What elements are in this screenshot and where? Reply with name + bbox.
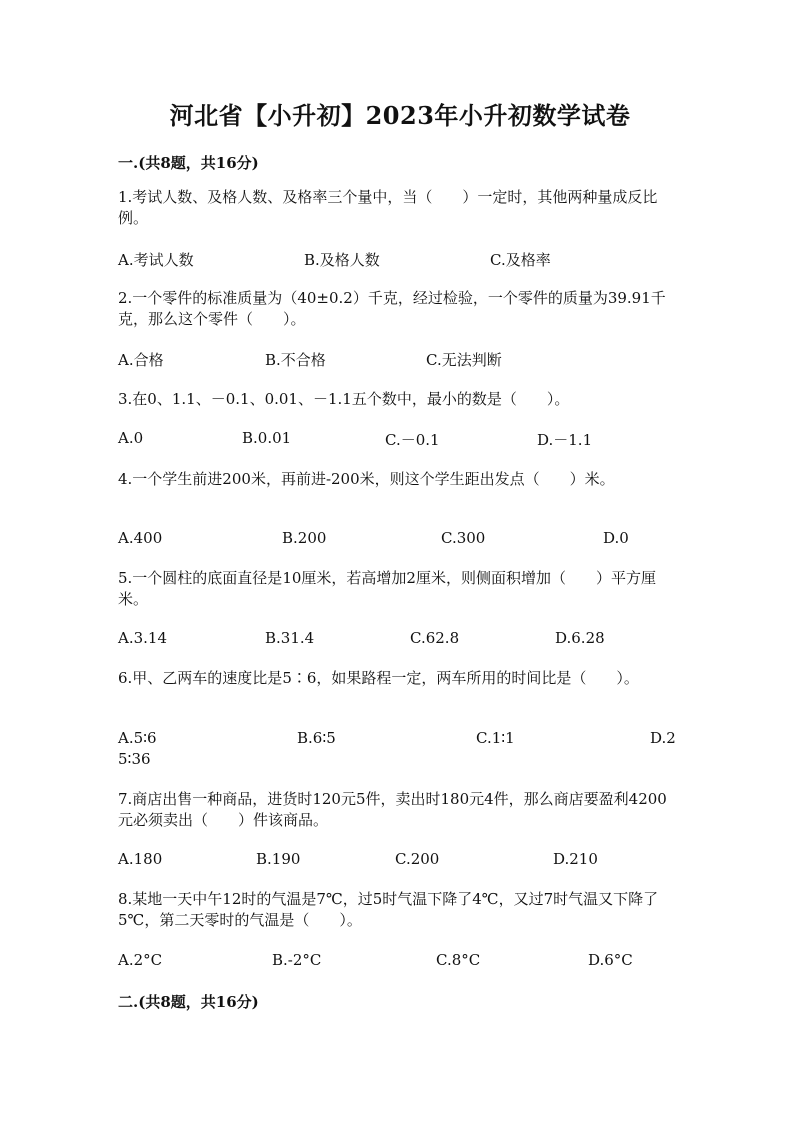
- q1-option-b[interactable]: B.及格人数: [304, 251, 380, 269]
- q8-option-d[interactable]: D.6°C: [588, 951, 633, 969]
- q6-option-b[interactable]: B.6∶5: [297, 729, 336, 747]
- question-8: 8.某地一天中午12时的气温是7℃，过5时气温下降了4℃，又过7时气温又下降了5℃，第二天零时的气温是（ ）。: [118, 890, 659, 929]
- q6-option-a[interactable]: A.5∶6: [118, 729, 157, 747]
- question-2: 2.一个零件的标准质量为（40±0.2）千克，经过检验，一个零件的质量为39.91千克，那么这个零件（ ）。: [118, 289, 666, 328]
- q7-option-d[interactable]: D.210: [553, 850, 598, 868]
- q4-option-b[interactable]: B.200: [282, 529, 327, 547]
- q5-option-b[interactable]: B.31.4: [265, 629, 315, 647]
- q3-option-a[interactable]: A.0: [118, 429, 144, 447]
- q7-option-c[interactable]: C.200: [395, 850, 440, 868]
- q8-option-b[interactable]: B.-2°C: [272, 951, 322, 969]
- q3-option-b[interactable]: B.0.01: [242, 429, 292, 447]
- q2-option-a[interactable]: A.合格: [118, 351, 164, 369]
- question-7: 7.商店出售一种商品，进货时120元5件，卖出时180元4件，那么商店要盈利4200元必须卖出（ ）件该商品。: [118, 790, 667, 829]
- question-6: 6.甲、乙两车的速度比是5∶6，如果路程一定，两车所用的时间比是（ ）。: [118, 669, 639, 687]
- q1-option-c[interactable]: C.及格率: [490, 251, 551, 269]
- question-5: 5.一个圆柱的底面直径是10厘米，若高增加2厘米，则侧面积增加（ ）平方厘米。: [118, 569, 656, 608]
- question-1: 1.考试人数、及格人数、及格率三个量中，当（ ）一定时，其他两种量成反比例。: [118, 188, 658, 227]
- q1-option-a[interactable]: A.考试人数: [118, 251, 194, 269]
- section-heading-1: 一.(共8题，共16分): [118, 154, 259, 172]
- q6-option-c[interactable]: C.1∶1: [476, 729, 515, 747]
- q3-option-d[interactable]: D.－1.1: [537, 431, 593, 449]
- q7-option-a[interactable]: A.180: [118, 850, 163, 868]
- q7-option-b[interactable]: B.190: [256, 850, 301, 868]
- q2-option-c[interactable]: C.无法判断: [426, 351, 502, 369]
- q3-option-c[interactable]: C.－0.1: [385, 431, 440, 449]
- exam-title: 河北省【小升初】2023年小升初数学试卷: [169, 101, 631, 130]
- q4-option-a[interactable]: A.400: [118, 529, 163, 547]
- q5-option-c[interactable]: C.62.8: [410, 629, 460, 647]
- q5-option-d[interactable]: D.6.28: [555, 629, 605, 647]
- section-heading-2: 二.(共8题，共16分): [118, 993, 259, 1011]
- q4-option-c[interactable]: C.300: [441, 529, 486, 547]
- q4-option-d[interactable]: D.0: [603, 529, 629, 547]
- q8-option-c[interactable]: C.8°C: [436, 951, 481, 969]
- q6-option-d[interactable]: D.2: [650, 729, 676, 747]
- question-4: 4.一个学生前进200米，再前进-200米，则这个学生距出发点（ ）米。: [118, 470, 615, 488]
- q2-option-b[interactable]: B.不合格: [265, 351, 326, 369]
- q8-option-a[interactable]: A.2°C: [118, 951, 163, 969]
- question-3: 3.在0、1.1、－0.1、0.01、－1.1五个数中，最小的数是（ ）。: [118, 390, 570, 408]
- q5-option-a[interactable]: A.3.14: [118, 629, 167, 647]
- q6-option-d-continued: 5∶36: [118, 750, 151, 768]
